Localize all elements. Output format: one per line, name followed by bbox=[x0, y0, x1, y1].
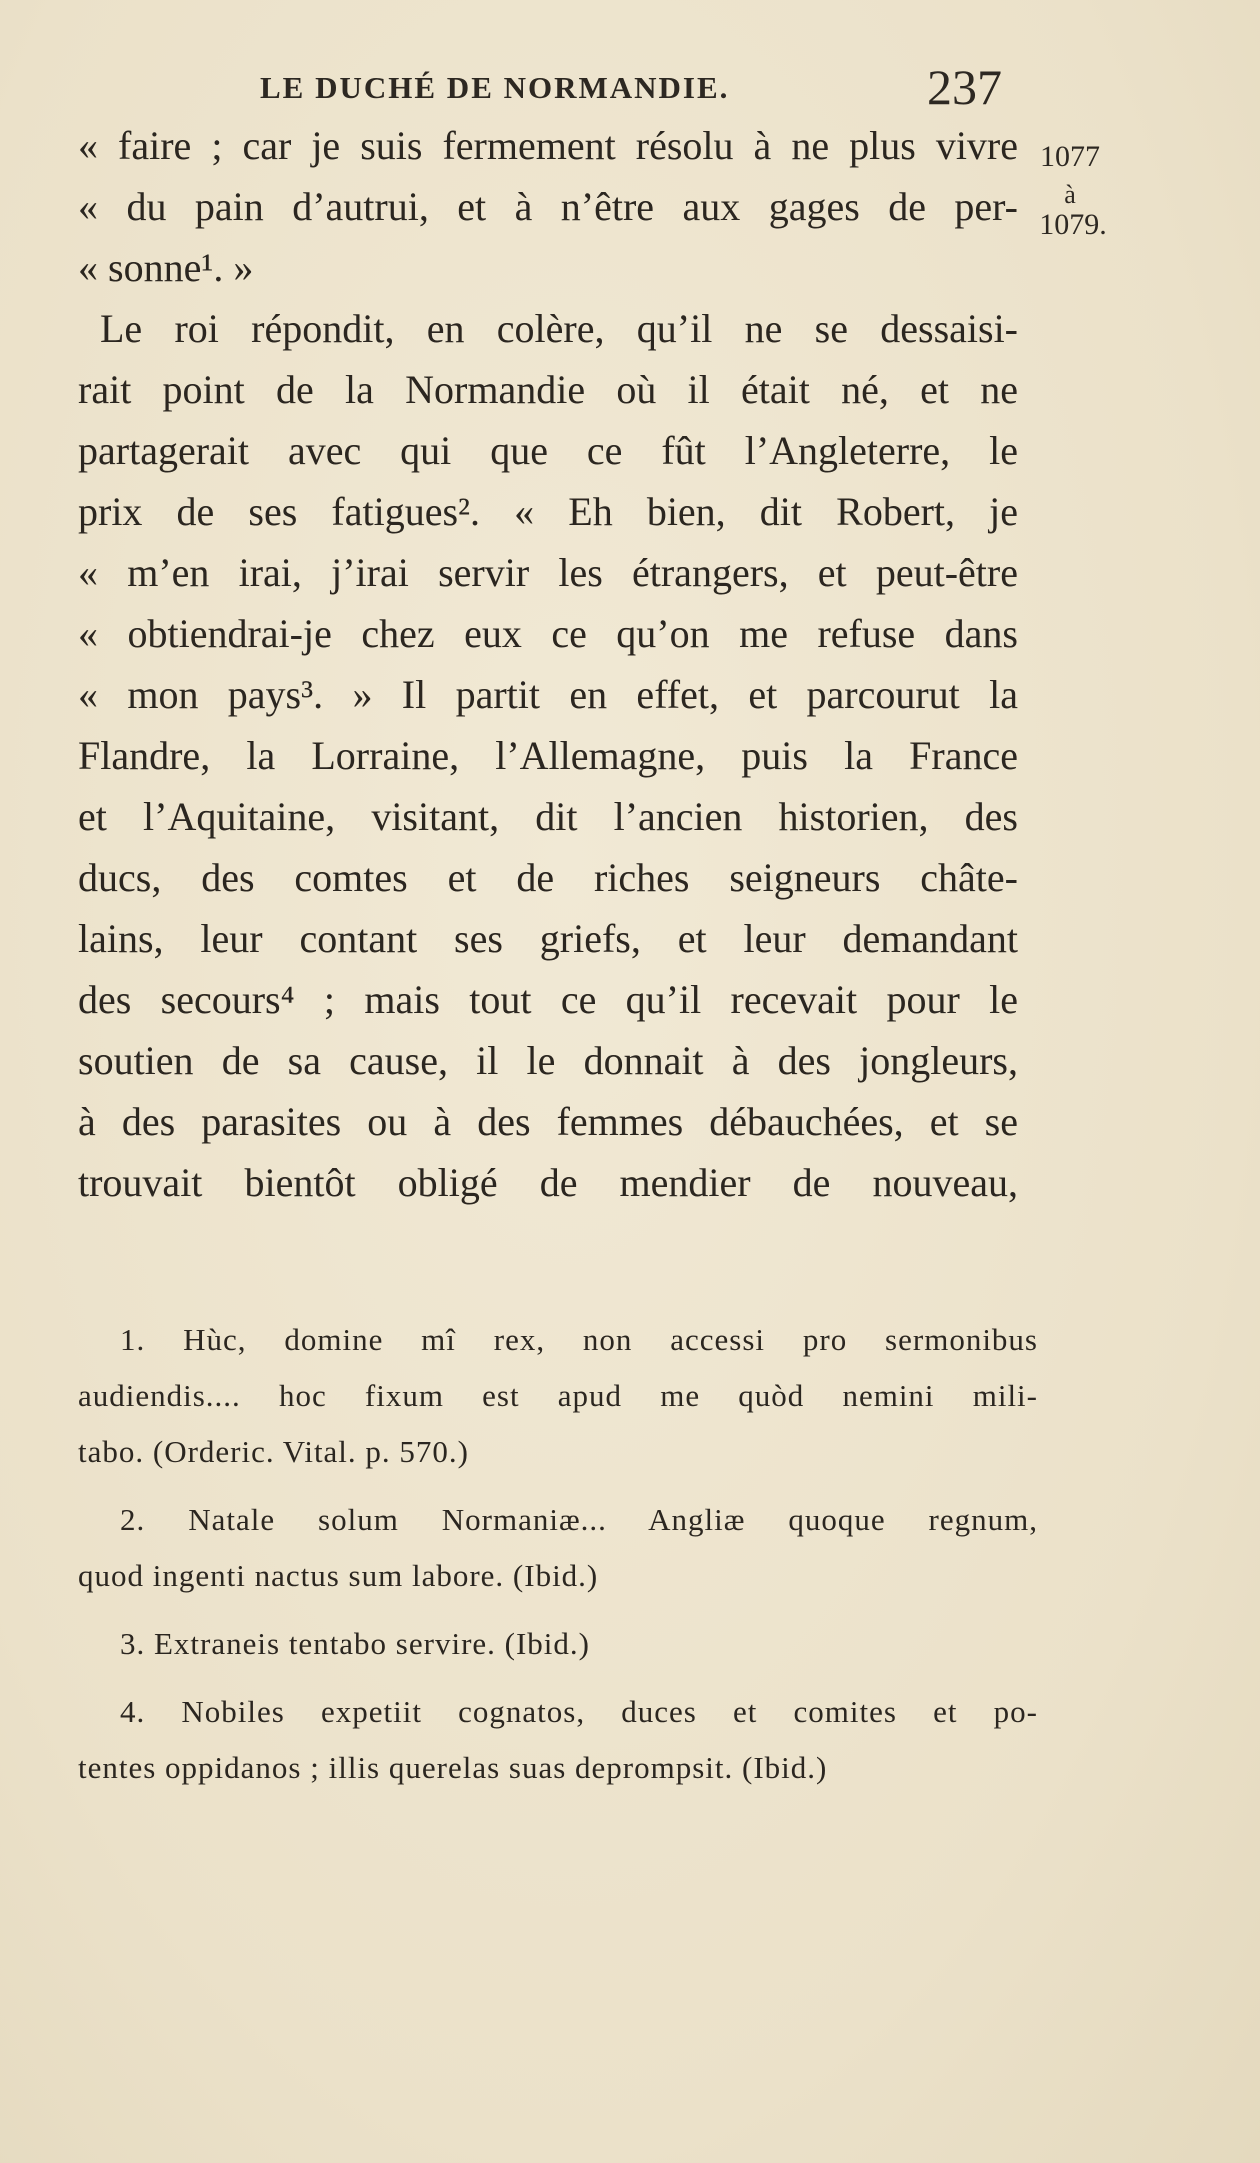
running-title: LE DUCHÉ DE NORMANDIE. bbox=[260, 70, 730, 105]
body-line: « faire ; car je suis fermement résolu à ne plus vivre bbox=[78, 123, 1018, 168]
body-line: « mon pays³. » Il partit en effet, et parcourut la bbox=[78, 672, 1018, 717]
footnote-line: quod ingenti nactus sum labore. (Ibid.) bbox=[78, 1558, 599, 1593]
body-line: Le roi répondit, en colère, qu’il ne se dessaisi- bbox=[100, 306, 1018, 351]
body-line: « sonne¹. » bbox=[78, 245, 254, 290]
body-line: partagerait avec qui que ce fût l’Angleterre, le bbox=[78, 428, 1018, 473]
body-line: rait point de la Normandie où il était né, et ne bbox=[78, 367, 1018, 412]
footnote-line: 3. Extraneis tentabo servire. (Ibid.) bbox=[120, 1626, 590, 1661]
page-number: 237 bbox=[927, 59, 1002, 115]
body-line: « obtiendrai-je chez eux ce qu’on me refuse dans bbox=[78, 611, 1018, 656]
footnote-line: 1. Hùc, domine mî rex, non accessi pro sermonibus bbox=[120, 1322, 1038, 1357]
body-line: lains, leur contant ses griefs, et leur demandant bbox=[78, 916, 1018, 961]
body-line: prix de ses fatigues². « Eh bien, dit Robert, je bbox=[78, 489, 1018, 534]
body-line: ducs, des comtes et de riches seigneurs châte- bbox=[78, 855, 1018, 900]
footnote-line: tentes oppidanos ; illis querelas suas deprompsit. (Ibid.) bbox=[78, 1750, 828, 1785]
footnote-line: 2. Natale solum Normaniæ... Angliæ quoque regnum, bbox=[120, 1502, 1038, 1537]
body-line: Flandre, la Lorraine, l’Allemagne, puis la France bbox=[78, 733, 1018, 778]
body-line: « du pain d’autrui, et à n’être aux gages de per- bbox=[78, 184, 1018, 229]
running-head bbox=[80, 58, 1020, 118]
body-line: soutien de sa cause, il le donnait à des jongleurs, bbox=[78, 1038, 1018, 1083]
margin-note-year-start: 1077 bbox=[1040, 140, 1100, 173]
body-line: trouvait bientôt obligé de mendier de nouveau, bbox=[78, 1160, 1018, 1205]
margin-note-year-end: 1079. bbox=[1039, 208, 1107, 241]
body-line: et l’Aquitaine, visitant, dit l’ancien historien, des bbox=[78, 794, 1018, 839]
footnote-line: 4. Nobiles expetiit cognatos, duces et comites et po- bbox=[120, 1694, 1038, 1729]
margin-note-connector: à bbox=[1064, 180, 1076, 209]
body-line: des secours⁴ ; mais tout ce qu’il recevait pour le bbox=[78, 977, 1018, 1022]
footnote-line: audiendis.... hoc fixum est apud me quòd nemini mili- bbox=[78, 1378, 1038, 1413]
body-line: « m’en irai, j’irai servir les étrangers, et peut-être bbox=[78, 550, 1018, 595]
footnote-line: tabo. (Orderic. Vital. p. 570.) bbox=[78, 1434, 469, 1469]
body-line: à des parasites ou à des femmes débauchées, et se bbox=[78, 1099, 1018, 1144]
